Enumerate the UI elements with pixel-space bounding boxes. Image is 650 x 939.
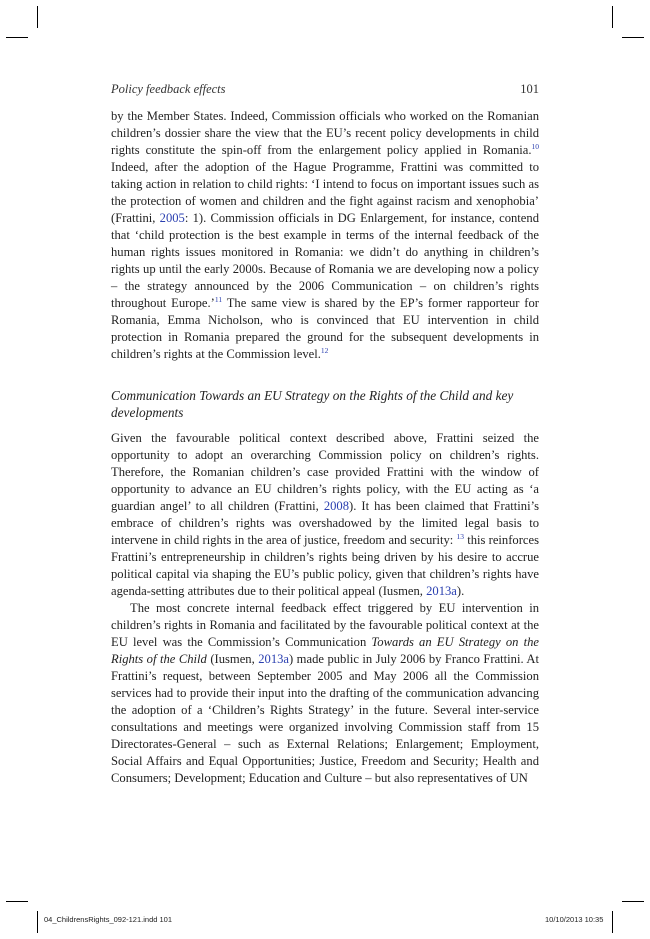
footnote-ref-11[interactable]: 11 [214, 295, 223, 304]
crop-mark [622, 37, 644, 38]
citation-link-2005[interactable]: 2005 [159, 211, 185, 225]
footnote-ref-13[interactable]: 13 [456, 532, 464, 541]
paragraph: Given the favourable political context described above, Frattini seized the opportunity to adopt an overarching Commission policy on children’s rights. Therefore, the Romanian children’s case provided Frattini with the window of opportunity to advance an EU children’s rights policy, with the EU acting as ‘a guardian angel’ to all children (Frattini, 2008). It has been claimed that Frattini’s embrace of children’s rights was overshadowed by the limited legal basis to intervene in child rights in the area of justice, freedom and security: $^{13}$ this reinforces Frattini’s entrepreneurship in children’s rights being driven by his desire to accrue political capital via shaping the EU’s public policy, given that children’s rights have agenda-setting attributes due to their political appeal (Iusmen, 2013a). [111, 431, 539, 598]
crop-mark [612, 6, 613, 28]
paragraph: by the Member States. Indeed, Commission officials who worked on the Romanian children’s dossier share the view that the EU’s recent policy developments in child rights constitute the spin-off from the enlargement policy applied in Romania.$^{10}$ Indeed, after the adoption of the Hague Programme, Frattini was committed to taking action in relation to child rights: ‘I intend to focus on important issues such as the protection of women and children and the fight against racism and xenophobia’ (Frattini, 2005: 1). Commission officials in DG Enlargement, for instance, contend that ‘child protection is the best example in terms of the internal feedback of the human rights issues monitored in Romania: we didn’t do anything in children’s rights up until the early 2000s. Because of Romania we are developing now a policy – the strategy announced by the 2006 Communication – on children’s rights throughout Europe.’$^{11}$ The same view is shared by the EP’s former rapporteur for Romania, Emma Nicholson, who is convinced that EU intervention in child protection in Romania prepared the ground for the subsequent developments in children’s rights at the Commission level.$^{12}$ [111, 109, 539, 361]
paragraph: The most concrete internal feedback effect triggered by EU intervention in children’s rights in Romania and facilitated by the favourable political context at the EU level was the Commission’s Communication Towards an EU Strategy on the Rights of the Child (Iusmen, 2013a) made public in July 2006 by Franco Frattini. At Frattini’s request, between September 2005 and May 2006 all the Commission services had to provide their input into the drafting of the communication advancing the adoption of a ‘Children’s Rights Strategy’ in the future. Several inter-service consultations and meetings were organized involving Commission staff from 15 Directorates-General – such as External Relations; Enlargement; Employment, Social Affairs and Equal Opportunities; Justice, Freedom and Security; Health and Consumers; Development; Education and Culture – but also representatives of UN [111, 601, 540, 785]
slug-filename: 04_ChildrensRights_092-121.indd 101 [44, 915, 173, 924]
crop-mark [37, 911, 38, 933]
slug-timestamp: 10/10/2013 10:35 [545, 915, 604, 924]
document-title: Towards an EU Strategy on the Rights of the Child [111, 635, 540, 666]
section-heading: Communication Towards an EU Strategy on the Rights of the Child and key developments [111, 388, 514, 420]
citation-link-2008[interactable]: 2008 [323, 499, 350, 513]
page-number: 101 [520, 82, 539, 96]
footnote-ref-10[interactable]: 10 [531, 142, 539, 151]
crop-mark [612, 911, 613, 933]
citation-link-2013a[interactable]: 2013a [426, 584, 457, 598]
citation-link-2013a[interactable]: 2013a [258, 652, 289, 666]
running-head [111, 82, 539, 97]
body-text [111, 108, 539, 787]
crop-mark [6, 37, 28, 38]
crop-mark [37, 6, 38, 28]
crop-mark [6, 901, 28, 902]
footnote-ref-12[interactable]: 12 [320, 346, 329, 355]
running-title: Policy feedback effects [111, 82, 226, 96]
crop-mark [622, 901, 644, 902]
